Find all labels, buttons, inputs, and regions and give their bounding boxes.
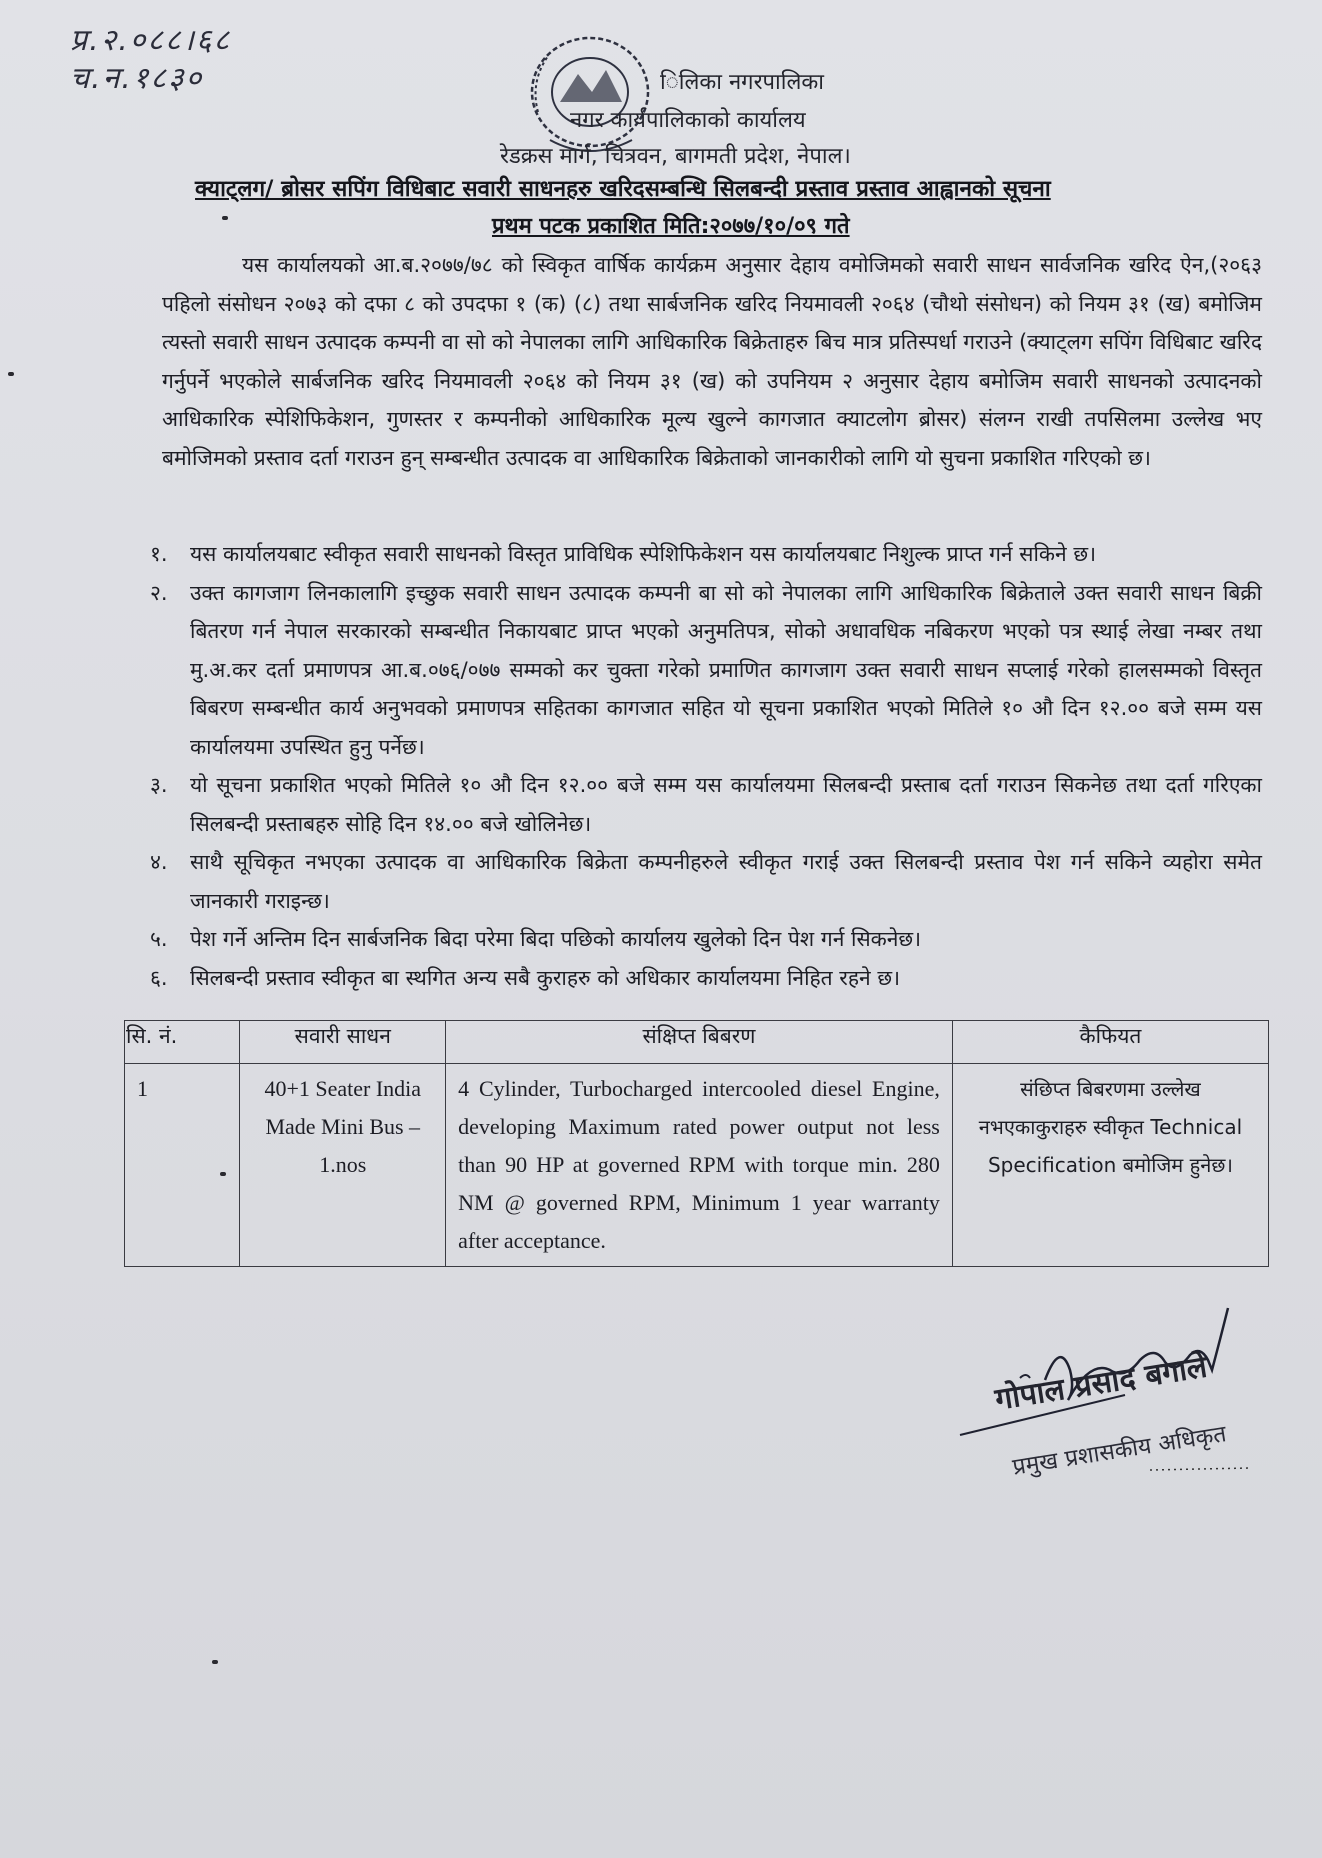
point-text: साथै सूचिकृत नभएका उत्पादक वा आधिकारिक बिक्रेता कम्पनीहरुले स्वीकृत गराई उक्त सिलबन्दी प्रस्ताव पेश गर्न सकिने व्यहोरा समेत जानकारी गराइन्छ। — [190, 850, 1262, 913]
header-office-name: नगर कार्यपालिकाको कार्यालय — [570, 108, 806, 133]
list-item — [150, 535, 1262, 574]
list-item — [150, 843, 1262, 920]
table-header-row — [125, 1021, 1269, 1064]
header-address: रेडक्रस मार्ग, चित्रवन, बागमती प्रदेश, नेपाल। — [500, 144, 851, 169]
column-header-description: संक्षिप्त बिबरण — [446, 1021, 953, 1064]
signatory-title: प्रमुख प्रशासकीय अधिकृत — [1010, 1421, 1229, 1481]
ink-speck — [222, 216, 228, 220]
signatory-name: गोपाल प्रसाद बगाले — [992, 1349, 1210, 1418]
point-text: पेश गर्ने अन्तिम दिन सार्बजनिक बिदा परेमा बिदा पछिको कार्यालय खुलेको दिन पेश गर्न सिकनेछ। — [190, 927, 922, 951]
ink-speck — [220, 1172, 226, 1176]
notice-points-list — [150, 535, 1262, 997]
point-number: ४. — [150, 850, 168, 874]
point-number: २. — [150, 580, 168, 605]
point-text: सिलबन्दी प्रस्ताव स्वीकृत बा स्थगित अन्य सबै कुराहरु को अधिकार कार्यालयमा निहित रहने छ। — [190, 965, 901, 990]
list-item — [150, 959, 1262, 998]
cell-vehicle: 40+1 Seater India Made Mini Bus – 1.nos — [240, 1064, 446, 1267]
cell-serial: 1 — [125, 1064, 240, 1267]
publication-date: प्रथम पटक प्रकाशित मिति:२०७७/१०/०९ गते — [492, 214, 850, 239]
ink-speck — [212, 1660, 218, 1664]
cell-description: 4 Cylinder, Turbocharged intercooled diesel Engine, developing Maximum rated power output not less than 90 HP at governed RPM with torque min. 280 NM @ governed RPM, Minimum 1 year warranty after acceptance. — [446, 1064, 953, 1267]
point-number: ५. — [150, 927, 168, 951]
point-text: उक्त कागजाग लिनकालागि इच्छुक सवारी साधन उत्पादक कम्पनी बा सो को नेपालका लागि आधिकारिक बिक्रेताले उक्त सवारी साधन बिक्री बितरण गर्न नेपाल सरकारको सम्बन्धीत निकायबाट प्राप्त भएको अनुमतिपत्र, सोको अधावधिक नबिकरण भएको पत्र स्थाई लेखा नम्बर तथा मु.अ.कर दर्ता प्रमाणपत्र आ.ब.०७६/०७७ सम्मको कर चुक्ता गरेको प्रमाणित कागजाग उक्त सवारी साधन सप्लाई गरेको हालसम्मको विस्तृत बिबरण सम्बन्धीत कार्य अनुभवको प्रमाणपत्र सहितका कागजात सहित यो सूचना प्रकाशित भएको मितिले १० औ दिन १२.०० बजे सम्म यस कार्यालयमा उपस्थित हुनु पर्नेछ। — [190, 580, 1262, 759]
cell-remarks: संछिप्त बिबरणमा उल्लेख नभएकाकुराहरु स्वीकृत Technical Specification बमोजिम हुनेछ। — [952, 1064, 1268, 1267]
list-item — [150, 574, 1262, 767]
column-header-remarks: कैफियत — [952, 1021, 1268, 1064]
header-municipality-name: िलिका नगरपालिका — [660, 70, 824, 95]
point-number: १. — [150, 542, 168, 566]
handwritten-signature-icon — [950, 1300, 1280, 1540]
table-row — [125, 1064, 1269, 1267]
column-header-vehicle: सवारी साधन — [240, 1021, 446, 1064]
point-number: ६. — [150, 965, 168, 990]
list-item — [150, 920, 1262, 959]
column-header-serial: सि. नं. — [125, 1021, 240, 1064]
list-item — [150, 766, 1262, 843]
handwritten-dispatch-number: च.न.१८३० — [70, 61, 204, 96]
ink-speck — [8, 372, 14, 376]
handwritten-reference-number: प्र.२.०८८।६८ — [70, 23, 232, 58]
vehicle-specification-table — [124, 1020, 1269, 1267]
point-number: ३. — [150, 773, 168, 797]
point-text: यस कार्यालयबाट स्वीकृत सवारी साधनको विस्तृत प्राविधिक स्पेशिफिकेशन यस कार्यालयबाट निशुल्क प्राप्त गर्न सकिने छ। — [190, 542, 1097, 566]
notice-paragraph: यस कार्यालयको आ.ब.२०७७/७८ को स्विकृत वार्षिक कार्यक्रम अनुसार देहाय वमोजिमको सवारी साधन सार्वजनिक खरिद ऐन,(२०६३ पहिलो संसोधन २०७३ को दफा ८ को उपदफा १ (क) (८) तथा सार्बजनिक खरिद नियमावली २०६४ (चौथो संसोधन) को नियम ३१ (ख) बमोजिम त्यस्तो सवारी साधन उत्पादक कम्पनी वा सो को नेपालका लागि आधिकारिक बिक्रेताहरु बिच मात्र प्रतिस्पर्धा गराउने (क्याट्लग सपिंग विधिबाट खरिद गर्नुपर्ने भएकोले सार्बजनिक खरिद नियमावली २०६४ को नियम ३१ (ख) को उपनियम २ अनुसार देहाय बमोजिम सवारी साधनको उत्पादनको आधिकारिक स्पेशिफिकेशन, गुणस्तर र कम्पनीको आधिकारिक मूल्य खुल्ने कागजात क्याटलोग ब्रोसर) संलग्न राखी तपसिलमा उल्लेख भए बमोजिमको प्रस्ताव दर्ता गराउन हुन् सम्बन्धीत उत्पादक वा आधिकारिक बिक्रेताको जानकारीको लागि यो सुचना प्रकाशित गरिएको छ। — [162, 253, 1262, 470]
point-text: यो सूचना प्रकाशित भएको मितिले १० औ दिन १२.०० बजे सम्म यस कार्यालयमा सिलबन्दी प्रस्ताब दर्ता गराउन सिकनेछ तथा दर्ता गरिएका सिलबन्दी प्रस्ताबहरु सोहि दिन १४.०० बजे खोलिनेछ। — [190, 773, 1262, 836]
notice-title: क्याट्लग/ ब्रोसर सपिंग विधिबाट सवारी साधनहरु खरिदसम्बन्धि सिलबन्दी प्रस्ताव प्रस्ताव आह्वानको सूचना — [195, 176, 1051, 202]
